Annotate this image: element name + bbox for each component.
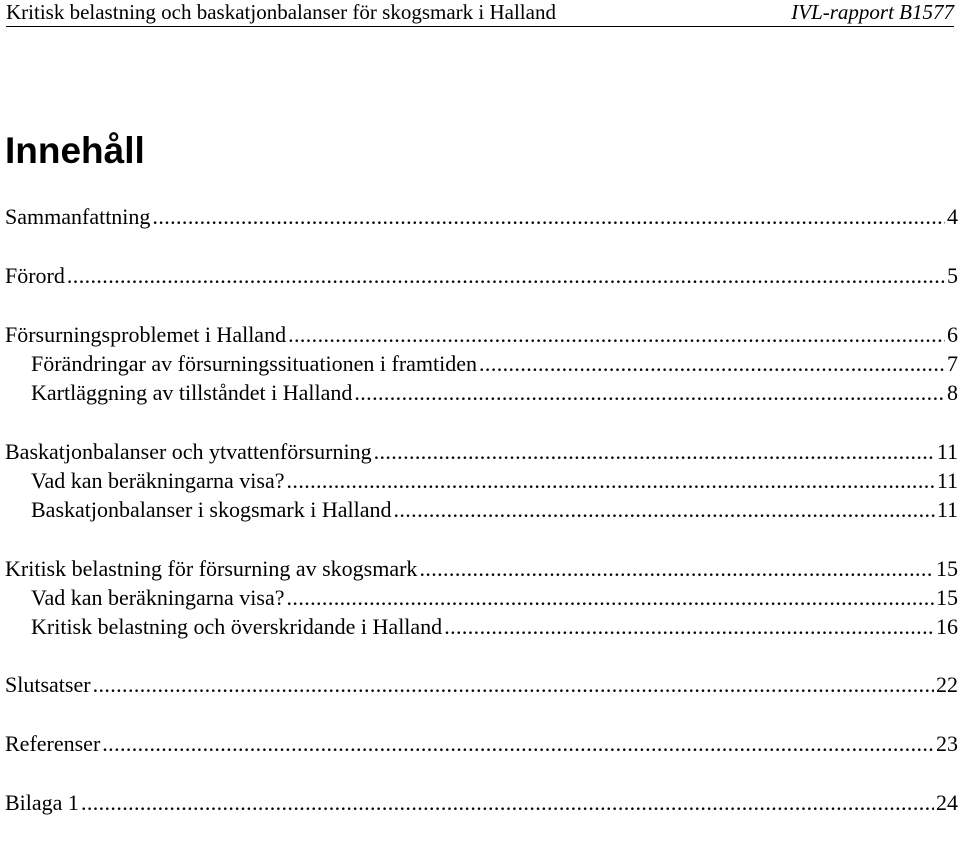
toc-entry-label: Baskatjonbalanser i skogsmark i Halland (31, 497, 392, 522)
toc-subentry[interactable] (0, 612, 958, 642)
dot-leader (287, 583, 934, 613)
toc-entry[interactable] (0, 554, 958, 584)
toc-entry-label: Slutsatser (5, 672, 91, 697)
toc-title: Innehåll (5, 130, 145, 171)
toc-entry-page: 22 (936, 672, 958, 697)
header-report-title: Kritisk belastning och baskatjonbalanser för skogsmark i Halland (6, 0, 556, 24)
toc-entry-page: 7 (947, 351, 958, 376)
dot-leader (67, 261, 945, 291)
toc-entry-label: Förändringar av försurningssituationen i framtiden (31, 351, 478, 376)
toc-entry[interactable] (0, 670, 958, 700)
toc-entry-page: 11 (936, 468, 958, 493)
toc-entry[interactable] (0, 202, 958, 232)
toc-entry-label: Baskatjonbalanser och ytvattenförsurning (5, 439, 372, 464)
toc-entry-label: Försurningsproblemet i Halland (5, 322, 287, 347)
dot-leader (354, 378, 945, 408)
toc-entry-page: 16 (936, 614, 958, 639)
toc-subentry[interactable] (0, 583, 958, 613)
toc-entry[interactable] (0, 788, 958, 818)
toc-entry-label: Vad kan beräkningarna visa? (31, 468, 285, 493)
running-header (6, 0, 954, 27)
dot-leader (374, 437, 935, 467)
toc-entry-page: 8 (947, 380, 958, 405)
toc-entry-label: Sammanfattning (5, 204, 151, 229)
toc-entry-label: Kritisk belastning och överskridande i Halland (31, 614, 443, 639)
toc-entry-label: Kritisk belastning för försurning av skogsmark (5, 556, 418, 581)
toc-entry-page: 5 (947, 263, 958, 288)
dot-leader (81, 788, 934, 818)
toc-entry-label: Kartläggning av tillståndet i Halland (31, 380, 353, 405)
dot-leader (102, 729, 934, 759)
dot-leader (93, 670, 934, 700)
toc-entry-page: 15 (936, 556, 958, 581)
toc-entry-page: 15 (936, 585, 958, 610)
dot-leader (444, 612, 934, 642)
toc-subentry[interactable] (0, 466, 958, 496)
toc-entry-label: Referenser (5, 731, 101, 756)
toc-subentry[interactable] (0, 495, 958, 525)
toc-entry-label: Förord (5, 263, 65, 288)
toc-entry-page: 11 (936, 439, 958, 464)
toc-entry-page: 4 (947, 204, 958, 229)
toc-entry-label: Vad kan beräkningarna visa? (31, 585, 285, 610)
toc-entry[interactable] (0, 437, 958, 467)
toc-subentry[interactable] (0, 378, 958, 408)
dot-leader (152, 202, 945, 232)
toc-entry-label: Bilaga 1 (5, 790, 79, 815)
dot-leader (288, 320, 945, 350)
toc-entry-page: 23 (936, 731, 958, 756)
toc-subentry[interactable] (0, 349, 958, 379)
toc-entry-page: 24 (936, 790, 958, 815)
toc-entry[interactable] (0, 261, 958, 291)
header-report-number: IVL-rapport B1577 (791, 0, 954, 24)
toc-entry-page: 6 (947, 322, 958, 347)
dot-leader (393, 495, 934, 525)
toc-entry-page: 11 (936, 497, 958, 522)
dot-leader (419, 554, 934, 584)
toc-entry[interactable] (0, 320, 958, 350)
toc-entry[interactable] (0, 729, 958, 759)
dot-leader (287, 466, 935, 496)
dot-leader (479, 349, 945, 379)
